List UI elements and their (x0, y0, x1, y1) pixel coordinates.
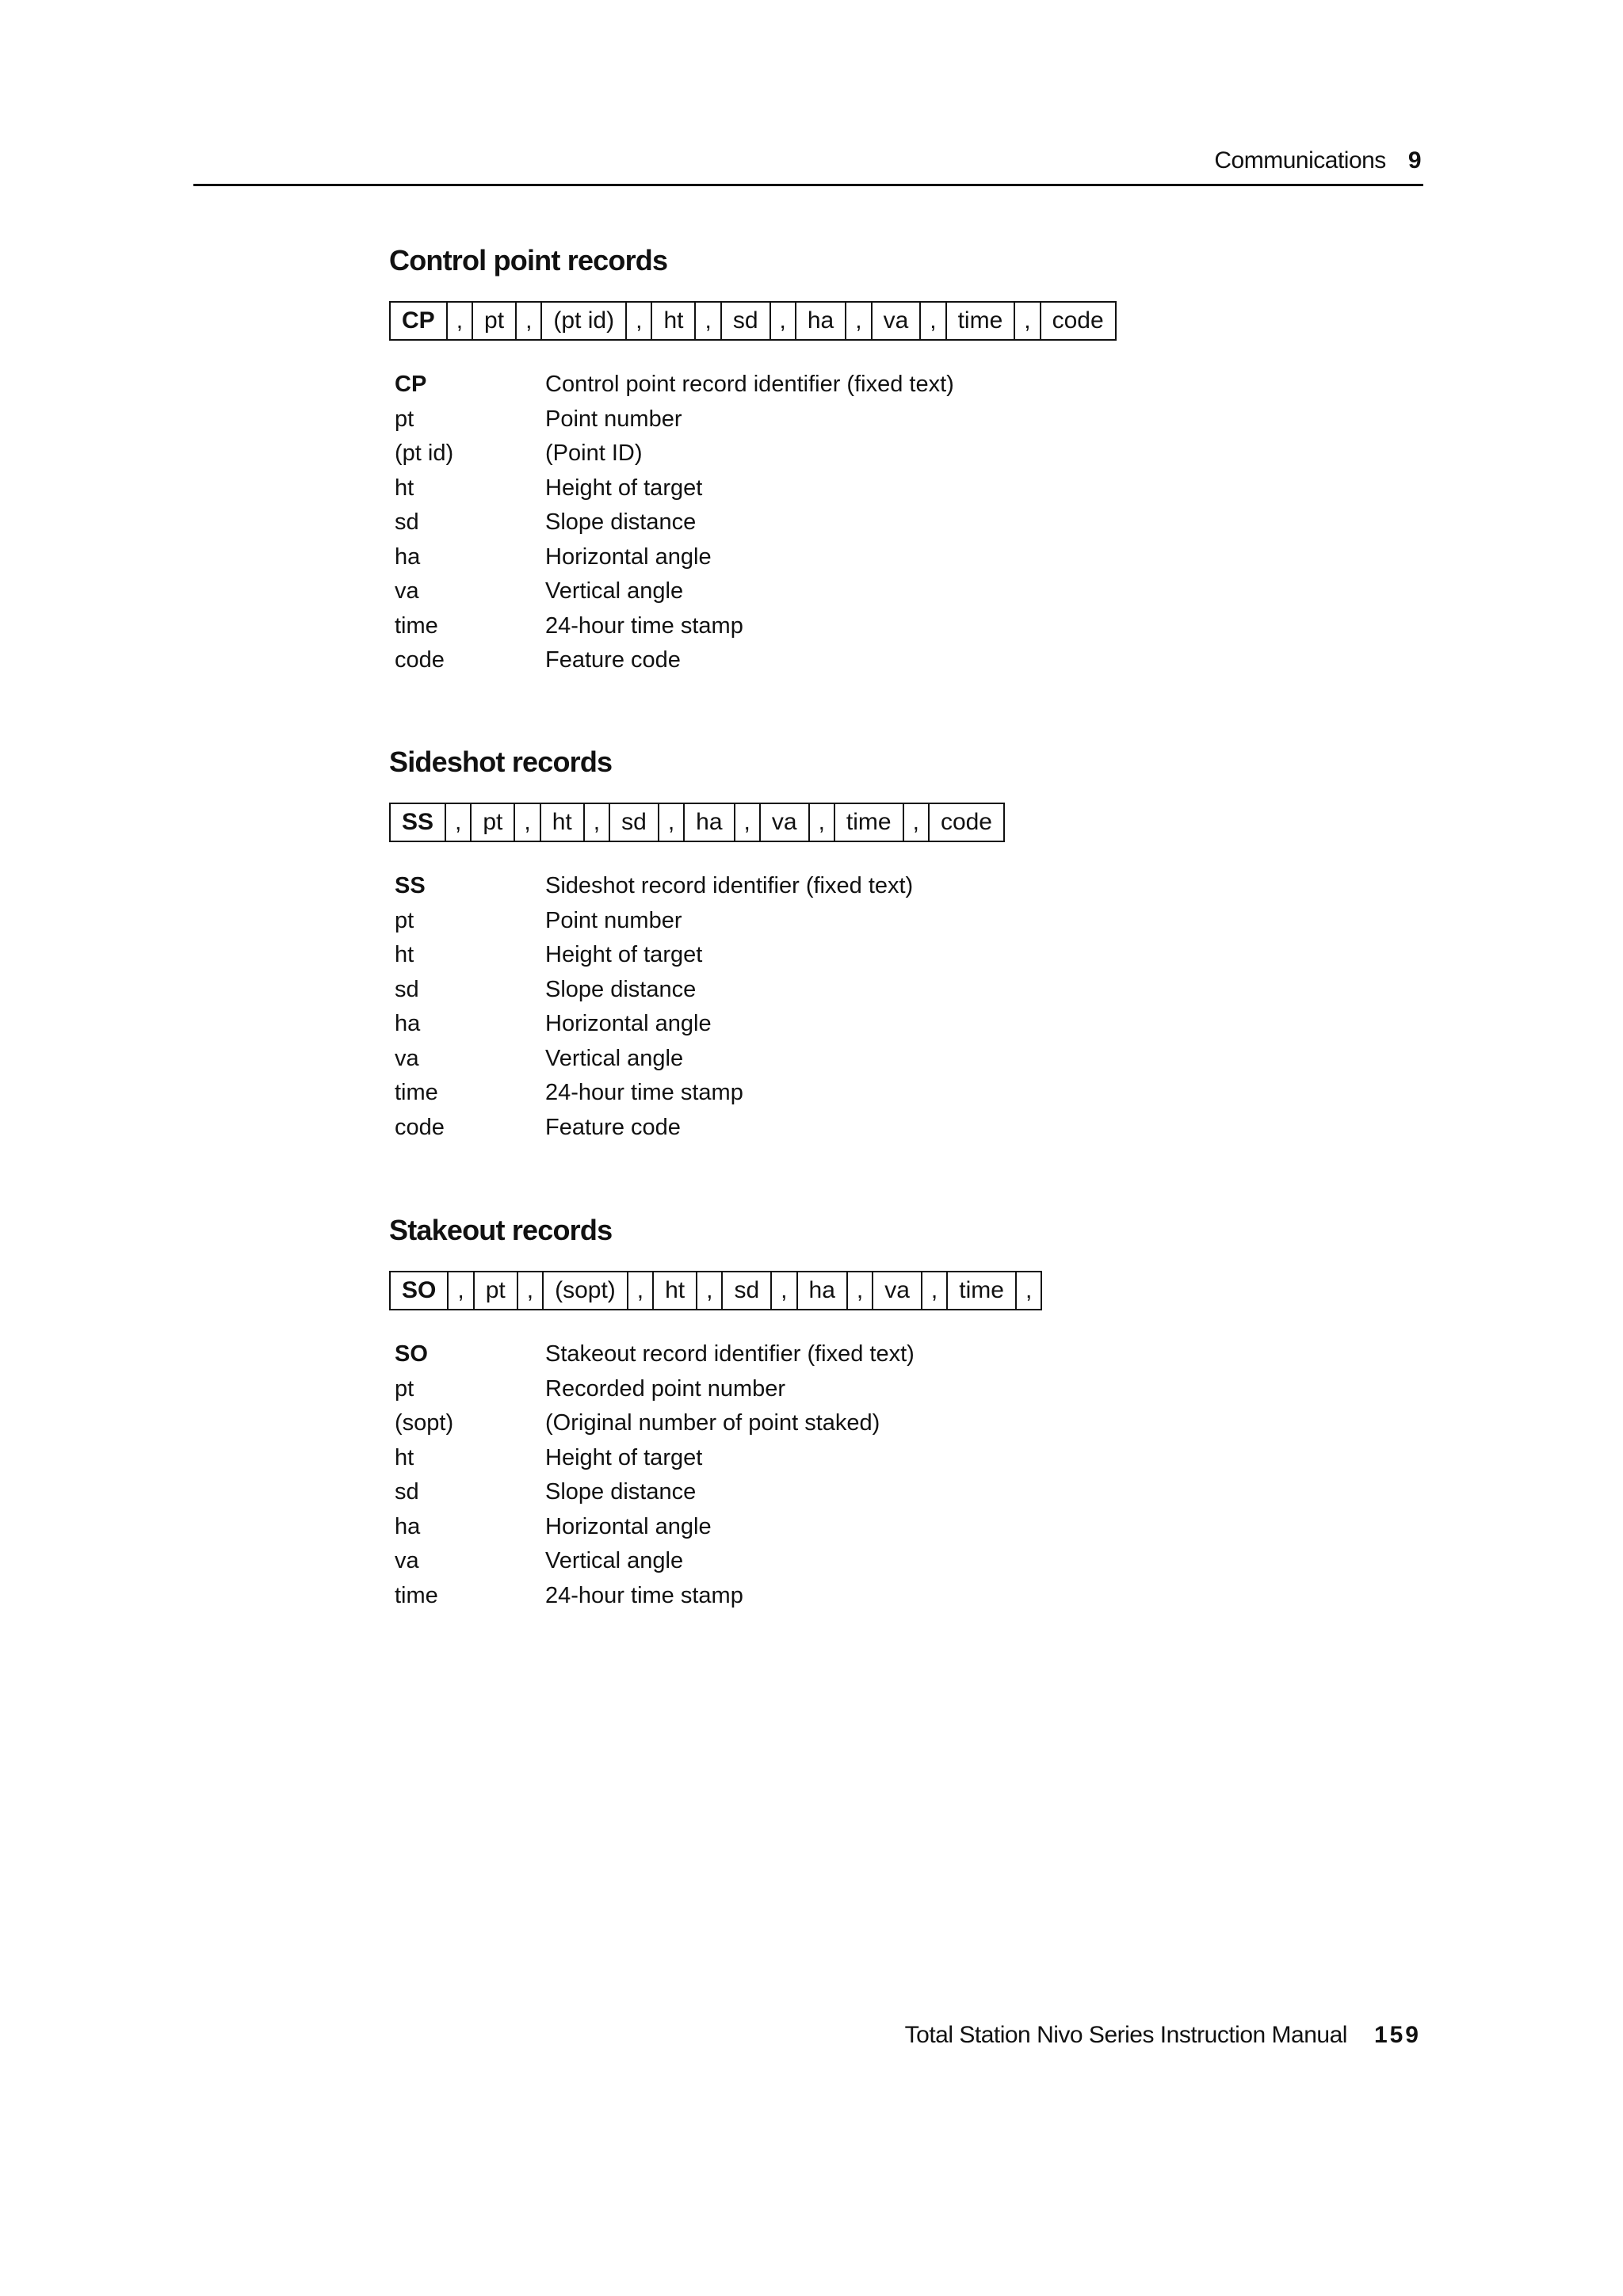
format-separator: , (904, 804, 930, 841)
field-description: Feature code (545, 647, 681, 673)
field-row (389, 505, 1117, 540)
format-separator: , (1025, 1277, 1033, 1303)
field-term: ha (395, 1011, 421, 1037)
field-row (389, 540, 1117, 575)
format-separator: , (1015, 303, 1041, 339)
field-term: (pt id) (395, 441, 454, 467)
field-description: 24-hour time stamp (545, 1080, 743, 1106)
field-term: time (395, 1582, 438, 1608)
format-separator: , (628, 1272, 654, 1309)
format-field: ht (652, 303, 696, 339)
field-description: Sideshot record identifier (fixed text) (545, 873, 914, 899)
format-field: ht (541, 804, 585, 841)
format-field: sd (722, 303, 771, 339)
field-row (389, 1544, 1042, 1579)
field-row (389, 368, 1117, 402)
format-field: SS (391, 804, 446, 841)
field-row (389, 471, 1117, 506)
format-separator: , (846, 303, 872, 339)
format-field: ht (654, 1272, 697, 1309)
field-description: Horizontal angle (545, 1513, 712, 1539)
page-number: 159 (1373, 2022, 1421, 2048)
format-separator: , (810, 804, 835, 841)
field-description: Slope distance (545, 1479, 697, 1505)
field-list (389, 869, 1005, 1145)
field-term: sd (395, 509, 419, 536)
format-separator: , (446, 804, 472, 841)
field-description: Stakeout record identifier (fixed text) (545, 1341, 915, 1367)
section-sideshot-records (389, 746, 1005, 1145)
field-description: Slope distance (545, 976, 697, 1002)
field-term: sd (395, 976, 419, 1002)
field-term: va (395, 578, 419, 605)
field-row (389, 938, 1005, 973)
field-term: ht (395, 1444, 414, 1470)
field-description: Horizontal angle (545, 1011, 712, 1037)
field-term: pt (395, 1375, 414, 1402)
field-term: pt (395, 406, 414, 432)
format-separator: , (696, 303, 721, 339)
header-rule (193, 184, 1423, 186)
section-heading: Sideshot records (389, 746, 613, 778)
field-term: time (395, 612, 438, 639)
field-description: Point number (545, 907, 682, 933)
field-description: Recorded point number (545, 1375, 786, 1402)
field-term: SO (395, 1341, 428, 1367)
field-row (389, 437, 1117, 471)
format-separator: , (771, 303, 796, 339)
format-field: ha (796, 303, 846, 339)
section-control-point-records (389, 244, 1117, 678)
field-row (389, 643, 1117, 678)
format-field: sd (723, 1272, 772, 1309)
field-row (389, 402, 1117, 437)
field-row (389, 1441, 1042, 1476)
manual-title: Total Station Nivo Series Instruction Manual (904, 2022, 1347, 2048)
field-row (389, 1111, 1005, 1146)
format-field: (pt id) (542, 303, 627, 339)
field-row (389, 574, 1117, 609)
field-term: CP (395, 372, 427, 398)
field-description: Point number (545, 406, 682, 432)
field-row (389, 869, 1005, 904)
field-description: Vertical angle (545, 1548, 684, 1574)
field-term: ha (395, 543, 421, 570)
field-term: code (395, 647, 445, 673)
field-term: va (395, 1548, 419, 1574)
field-description: Horizontal angle (545, 543, 712, 570)
record-format-box (389, 301, 1117, 341)
format-field: ha (685, 804, 735, 841)
field-row (389, 1007, 1005, 1042)
format-separator: , (517, 303, 542, 339)
format-field: time (835, 804, 904, 841)
field-row (389, 973, 1005, 1008)
field-description: Slope distance (545, 509, 697, 536)
field-row (389, 1337, 1042, 1372)
field-term: ha (395, 1513, 421, 1539)
field-description: (Original number of point staked) (545, 1410, 880, 1436)
format-field: ha (798, 1272, 848, 1309)
field-description: (Point ID) (545, 441, 643, 467)
field-description: Feature code (545, 1114, 681, 1140)
field-list (389, 1337, 1042, 1613)
record-format-box (389, 803, 1005, 842)
format-field: pt (472, 804, 515, 841)
format-separator: , (659, 804, 685, 841)
chapter-title: Communications (1214, 147, 1386, 174)
format-separator: , (515, 804, 540, 841)
field-description: Height of target (545, 942, 703, 968)
format-field: sd (610, 804, 659, 841)
field-term: code (395, 1114, 445, 1140)
format-field: pt (473, 303, 517, 339)
section-heading: Stakeout records (389, 1214, 613, 1246)
field-description: Height of target (545, 1444, 703, 1470)
format-separator: , (449, 1272, 474, 1309)
field-term: va (395, 1045, 419, 1071)
format-separator: , (585, 804, 610, 841)
record-format-box (389, 1271, 1042, 1310)
field-term: sd (395, 1479, 419, 1505)
format-field: pt (475, 1272, 518, 1309)
section-heading: Control point records (389, 244, 668, 277)
running-header (1214, 147, 1421, 174)
field-description: 24-hour time stamp (545, 1582, 743, 1608)
running-footer (905, 2022, 1421, 2049)
field-row (389, 1042, 1005, 1077)
field-row (389, 609, 1117, 644)
field-row (389, 1372, 1042, 1407)
format-separator: , (627, 303, 652, 339)
field-description: Height of target (545, 475, 703, 501)
field-row (389, 1510, 1042, 1545)
format-field: va (873, 303, 922, 339)
format-field: va (761, 804, 810, 841)
format-field: SO (391, 1272, 449, 1309)
format-separator: , (921, 303, 946, 339)
field-term: pt (395, 907, 414, 933)
format-separator: , (518, 1272, 544, 1309)
format-separator: , (848, 1272, 873, 1309)
field-term: ht (395, 942, 414, 968)
format-separator: , (922, 1272, 948, 1309)
field-row (389, 1076, 1005, 1111)
format-separator: , (448, 303, 473, 339)
field-description: Vertical angle (545, 1045, 684, 1071)
field-row (389, 1475, 1042, 1510)
format-field: va (873, 1272, 922, 1309)
section-stakeout-records (389, 1214, 1042, 1613)
format-field: CP (391, 303, 448, 339)
format-field: time (948, 1272, 1017, 1309)
format-field: (sopt) (544, 1272, 628, 1309)
field-row (389, 1579, 1042, 1614)
format-separator: , (772, 1272, 797, 1309)
format-field: code (940, 809, 992, 835)
field-description: Vertical angle (545, 578, 684, 605)
field-term: (sopt) (395, 1410, 454, 1436)
format-separator: , (735, 804, 761, 841)
field-row (389, 1406, 1042, 1441)
field-description: Control point record identifier (fixed text) (545, 372, 954, 398)
field-term: time (395, 1080, 438, 1106)
field-row (389, 904, 1005, 939)
format-separator: , (697, 1272, 723, 1309)
format-field: time (947, 303, 1016, 339)
chapter-number: 9 (1407, 147, 1421, 174)
field-term: ht (395, 475, 414, 501)
field-term: SS (395, 873, 426, 899)
field-list (389, 368, 1117, 678)
format-field: code (1052, 307, 1104, 334)
field-description: 24-hour time stamp (545, 612, 743, 639)
